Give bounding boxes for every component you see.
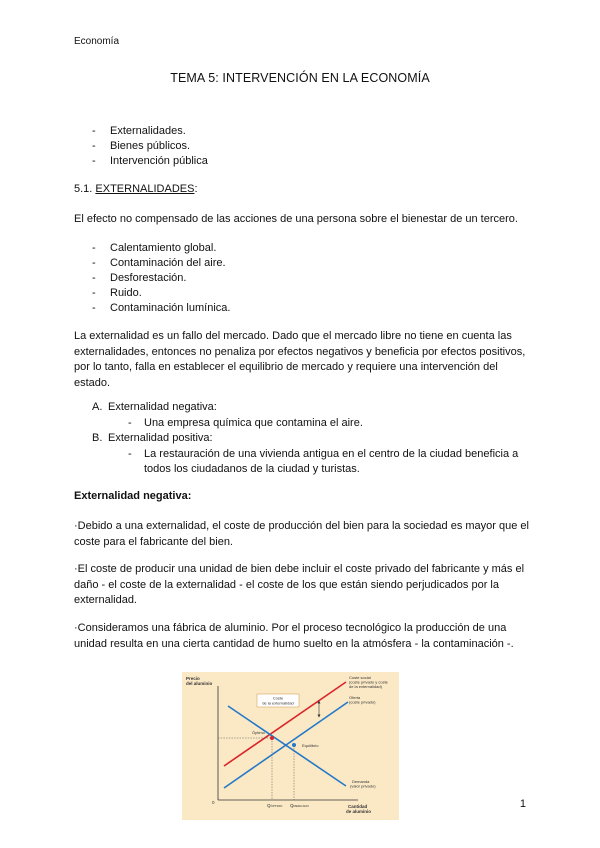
type-example: - Una empresa química que contamina el aire.	[128, 416, 363, 429]
paragraph: ·Debido a una externalidad, el coste de producción del bien para la sociedad es mayor que el coste para el fabricante del bien.	[74, 520, 529, 548]
paragraph: La externalidad es un fallo del mercado. Dado que el mercado libre no tiene en cuenta las externalidades, entonces no penaliza por efectos negativos y beneficia por efectos positivos, por lo tanto, falla en establecer el equilibrio de mercado y requiere una intervención del estado.	[74, 330, 526, 389]
type-example: - La restauración de una vivienda antigua en el centro de la ciudad beneficia a todos los ciudadanos de la ciudad y turistas.	[128, 447, 519, 475]
list-item: - Bienes públicos.	[92, 139, 208, 154]
type-item	[92, 431, 532, 447]
externality-cost-label-2: de la externalidad	[262, 700, 294, 706]
document-header: Economía	[74, 36, 120, 47]
types-list	[92, 400, 532, 478]
list-item: - Ruido.	[92, 286, 230, 301]
x-axis-label: Cantidad	[348, 804, 368, 809]
supply-label-2: (coste privado)	[349, 699, 376, 705]
q-market-label: QMERCADO	[290, 803, 309, 808]
type-item	[92, 400, 532, 416]
social-cost-label: Coste social	[349, 675, 371, 680]
subheading: Externalidad negativa:	[74, 490, 192, 502]
y-axis-label: Precio	[186, 676, 200, 681]
paragraph: ·El coste de producir una unidad de bien debe incluir el coste privado del fabricante y más el daño - el coste de la externalidad - el coste de los que están siendo perjudicados por la externalidad.	[74, 563, 525, 606]
type-marker: A.	[92, 401, 103, 413]
q-optimum-label: QÓPTIMO	[267, 803, 283, 808]
type-label: Externalidad negativa:	[108, 401, 217, 413]
social-cost-label-3: de la externalidad)	[349, 684, 382, 689]
origin-label: 0	[212, 800, 215, 805]
externality-cost-label: Coste	[272, 695, 284, 701]
type-marker: B.	[92, 432, 103, 444]
section-heading	[74, 182, 198, 198]
definition-text: El efecto no compensado de las acciones de una persona sobre el bienestar de un tercero.	[74, 213, 518, 225]
type-example-text: Una empresa química que contamina el aire.	[144, 416, 363, 429]
x-axis-label-2: de aluminio	[346, 809, 372, 814]
demand-label: Demanda	[352, 779, 370, 784]
document-title: TEMA 5: INTERVENCIÓN EN LA ECONOMÍA	[170, 71, 430, 85]
list-item: - Intervención pública	[92, 154, 208, 169]
y-axis-label-2: del aluminio	[186, 681, 213, 686]
list-item: - Contaminación del aire.	[92, 256, 230, 271]
optimum-point	[270, 736, 274, 740]
section-title: EXTERNALIDADES	[95, 183, 195, 195]
examples-list	[92, 241, 230, 316]
list-item: - Calentamiento global.	[92, 241, 230, 256]
list-item: - Externalidades.	[92, 124, 208, 139]
social-cost-label-2: (coste privado y coste	[349, 679, 388, 685]
demand-label-2: (valor privado)	[350, 783, 376, 789]
equilibrium-label: Equilibrio	[302, 743, 319, 748]
equilibrium-point	[292, 743, 296, 747]
list-item: - Desforestación.	[92, 271, 230, 286]
type-label: Externalidad positiva:	[108, 432, 213, 444]
list-item: - Contaminación lumínica.	[92, 301, 230, 316]
supply-label: Oferta	[349, 695, 361, 700]
type-example-text: La restauración de una vivienda antigua en el centro de la ciudad beneficia a todos los ciudadanos de la ciudad y turistas.	[144, 447, 519, 475]
optimum-label: Óptimo	[252, 730, 265, 735]
toc-list	[92, 124, 208, 169]
paragraph: ·Consideramos una fábrica de aluminio. Por el proceso tecnológico la producción de una unidad resulta en una cierta cantidad de humo suelto en la atmósfera - la contaminación -.	[74, 622, 514, 650]
page-number: 1	[519, 798, 526, 810]
section-suffix: :	[194, 183, 198, 195]
externality-figure	[182, 672, 399, 820]
section-number: 5.1.	[74, 183, 96, 195]
